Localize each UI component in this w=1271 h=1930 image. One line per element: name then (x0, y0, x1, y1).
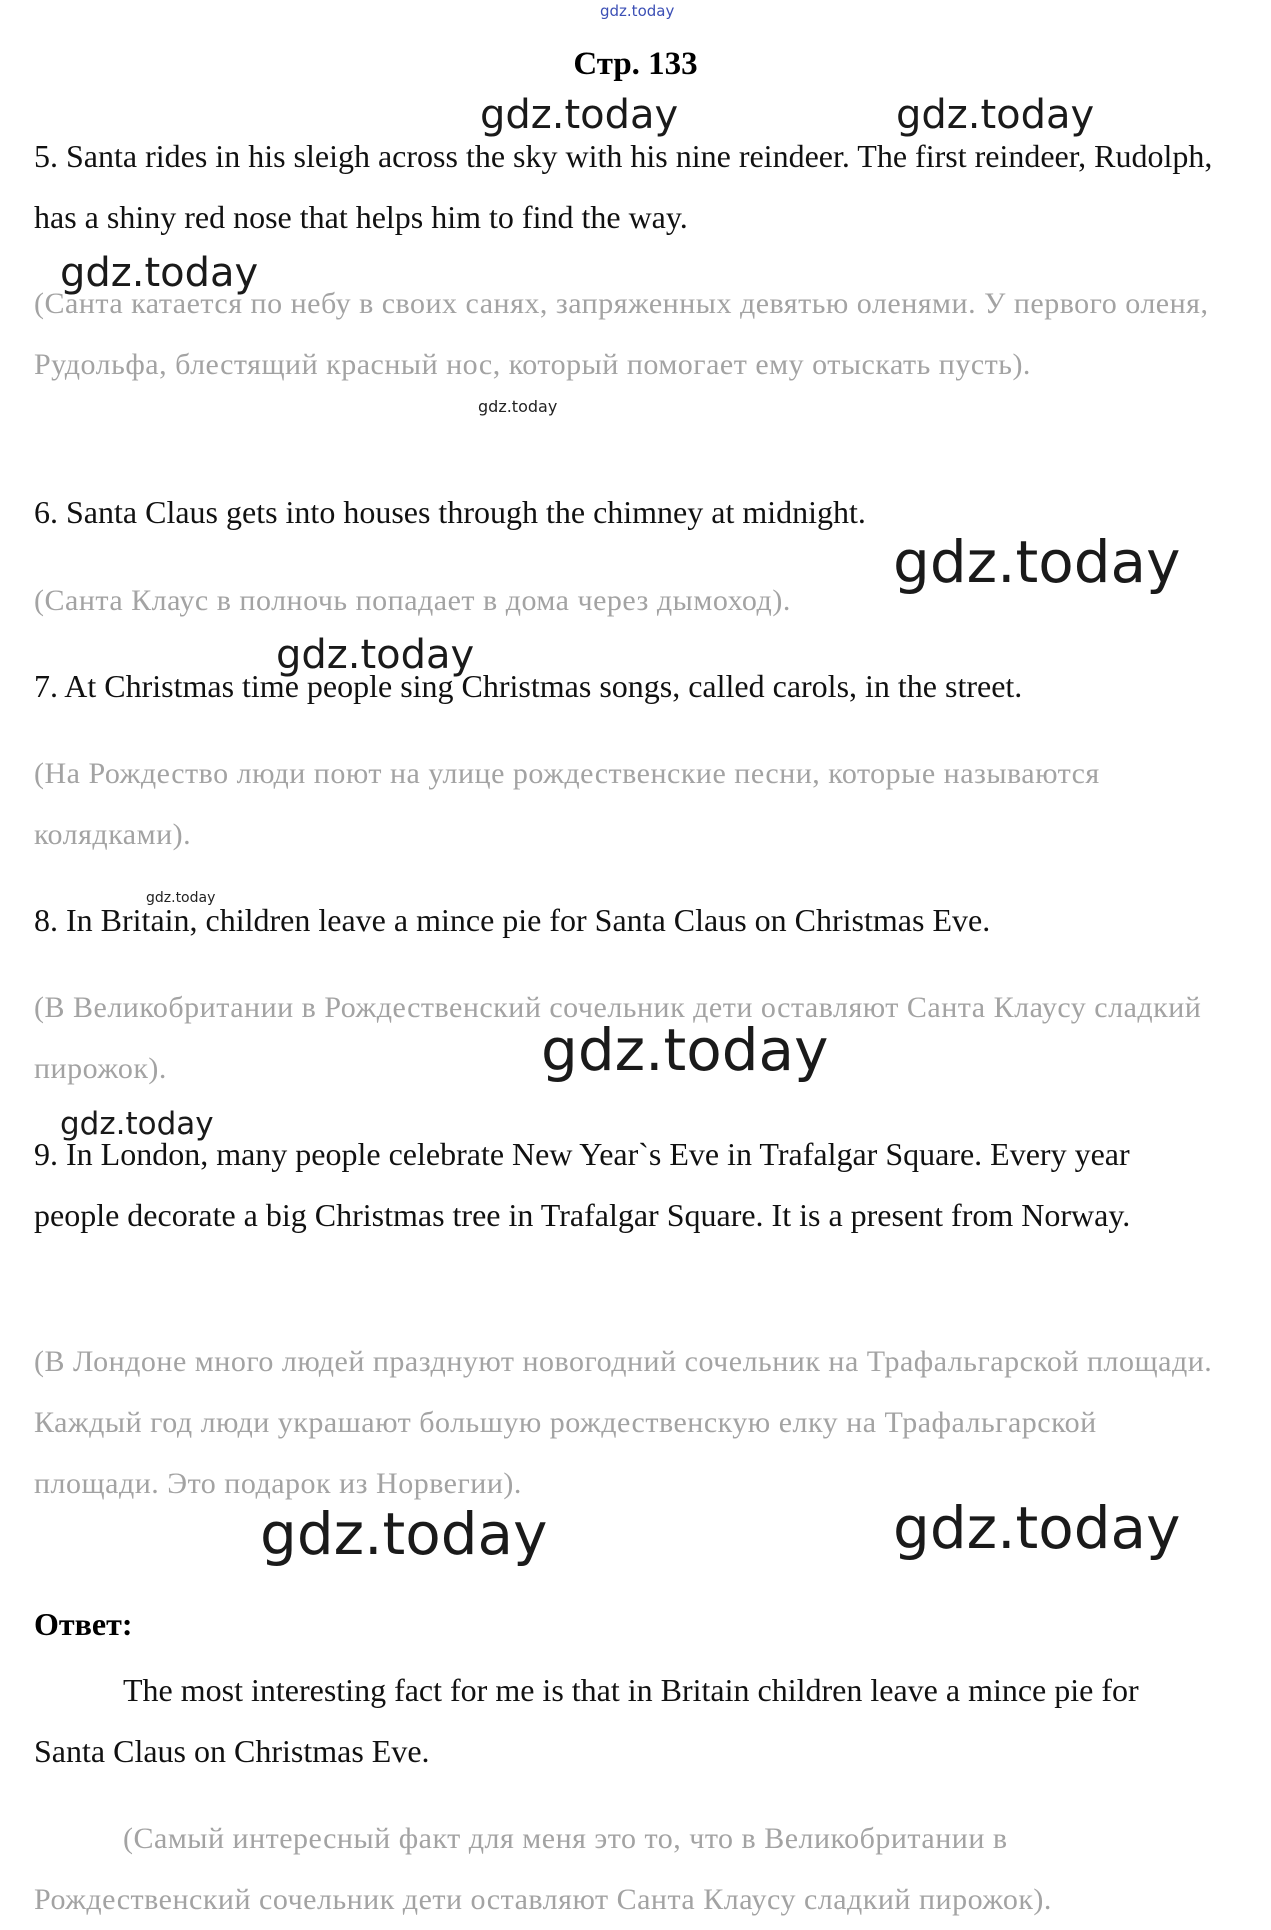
item-9-english: 9. In London, many people celebrate New Year`s Eve in Trafalgar Square. Every year people decorate a big Christmas tree in Trafalgar Square. It is a present from Norway. (34, 1136, 1131, 1233)
watermark: gdz.today (480, 92, 679, 138)
answer-english: The most interesting fact for me is that in Britain children leave a mince pie for Santa Claus on Christmas Eve. (34, 1672, 1139, 1769)
answer-label: Ответ: (34, 1606, 133, 1642)
item-6-english: 6. Santa Claus gets into houses through the chimney at midnight. (34, 494, 866, 530)
item-5-english: 5. Santa rides in his sleigh across the sky with his nine reindeer. The first reindeer, Rudolph, has a shiny red nose that helps him to find the way. (34, 138, 1213, 235)
watermark: gdz.today (146, 890, 216, 906)
item-9-translation: (В Лондоне много людей празднуют новогодний сочельник на Трафальгарской площади. Каждый год люди украшают большую рождественскую елку на Трафальгарской площади. Это подарок из Норвегии). (34, 1345, 1213, 1500)
answer-translation: (Самый интересный факт для меня это то, что в Великобритании в Рождественский сочельник дети оставляют Санта Клаусу сладкий пирожок). (34, 1822, 1052, 1916)
item-5-translation: (Санта катается по небу в своих санях, запряженных девятью оленями. У первого оленя, Рудольфа, блестящий красный нос, который помогает ему отыскать пусть). (34, 287, 1209, 381)
watermark: gdz.today (600, 2, 675, 20)
watermark: gdz.today (893, 528, 1181, 596)
item-7-english: 7. At Christmas time people sing Christmas songs, called carols, in the street. (34, 668, 1023, 704)
item-8-english: 8. In Britain, children leave a mince pie for Santa Claus on Christmas Eve. (34, 902, 991, 938)
watermark: gdz.today (541, 1016, 829, 1084)
watermark: gdz.today (60, 250, 259, 296)
item-8-translation: (В Великобритании в Рождественский сочельник дети оставляют Санта Клаусу сладкий пирожок). (34, 991, 1202, 1085)
watermark: gdz.today (478, 397, 558, 416)
watermark: gdz.today (60, 1106, 214, 1142)
item-7-translation: (На Рождество люди поют на улице рождественские песни, которые называются колядками). (34, 757, 1100, 851)
page-title: Стр. 133 (573, 46, 698, 82)
watermark: gdz.today (896, 92, 1095, 138)
item-6-translation: (Санта Клаус в полночь попадает в дома через дымоход). (34, 584, 791, 617)
watermark: gdz.today (260, 1500, 548, 1568)
watermark: gdz.today (276, 632, 475, 678)
watermark: gdz.today (893, 1494, 1181, 1562)
